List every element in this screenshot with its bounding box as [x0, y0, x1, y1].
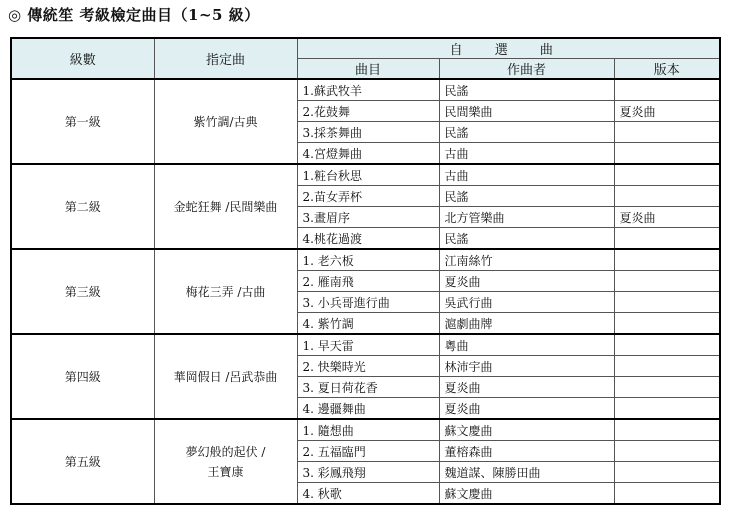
composer-cell: 蘇文慶曲 — [439, 419, 614, 441]
grade-level: 第三級 — [11, 249, 154, 334]
composer-cell: 夏炎曲 — [439, 398, 614, 420]
edition-cell: 夏炎曲 — [614, 101, 720, 122]
piece-cell: 4.桃花過渡 — [297, 228, 439, 250]
table-row — [11, 79, 720, 101]
piece-cell: 2.苗女弄杯 — [297, 186, 439, 207]
piece-cell: 4. 秋歌 — [297, 483, 439, 505]
piece-cell: 1.粧台秋思 — [297, 164, 439, 186]
composer-cell: 蘇文慶曲 — [439, 483, 614, 505]
edition-cell — [614, 377, 720, 398]
piece-cell: 3.畫眉序 — [297, 207, 439, 228]
assigned-piece: 華岡假日 /呂武恭曲 — [154, 334, 297, 419]
edition-cell — [614, 483, 720, 505]
piece-cell: 1. 老六板 — [297, 249, 439, 271]
composer-cell: 民謠 — [439, 186, 614, 207]
composer-cell: 江南絲竹 — [439, 249, 614, 271]
edition-cell — [614, 228, 720, 250]
piece-cell: 4.宮燈舞曲 — [297, 143, 439, 165]
piece-cell: 2.花鼓舞 — [297, 101, 439, 122]
edition-cell — [614, 79, 720, 101]
edition-cell: 夏炎曲 — [614, 207, 720, 228]
piece-cell: 2. 五福臨門 — [297, 441, 439, 462]
composer-cell: 北方管樂曲 — [439, 207, 614, 228]
header-piece: 曲目 — [297, 59, 439, 80]
table-row — [11, 164, 720, 186]
edition-cell — [614, 334, 720, 356]
edition-cell — [614, 186, 720, 207]
composer-cell: 董榕森曲 — [439, 441, 614, 462]
header-level: 級數 — [11, 38, 154, 79]
composer-cell: 民謠 — [439, 79, 614, 101]
header-composer: 作曲者 — [439, 59, 614, 80]
table-row — [11, 334, 720, 356]
composer-cell: 吳武行曲 — [439, 292, 614, 313]
piece-cell: 2. 快樂時光 — [297, 356, 439, 377]
composer-cell: 民謠 — [439, 122, 614, 143]
edition-cell — [614, 143, 720, 165]
page-title: ◎ 傳統笙 考級檢定曲目（1~5 級） — [8, 6, 260, 24]
grade-level: 第四級 — [11, 334, 154, 419]
assigned-piece: 紫竹調/古典 — [154, 79, 297, 164]
piece-cell: 3. 夏日荷花香 — [297, 377, 439, 398]
assigned-piece-line1: 夢幻般的起伏 / — [185, 444, 266, 459]
piece-cell: 2. 雁南飛 — [297, 271, 439, 292]
piece-cell: 3. 彩鳳飛翔 — [297, 462, 439, 483]
edition-cell — [614, 249, 720, 271]
table-row — [11, 249, 720, 271]
table-row — [11, 419, 720, 441]
piece-cell: 1. 隨想曲 — [297, 419, 439, 441]
edition-cell — [614, 164, 720, 186]
edition-cell — [614, 292, 720, 313]
edition-cell — [614, 356, 720, 377]
composer-cell: 滬劇曲牌 — [439, 313, 614, 335]
piece-cell: 1. 早天雷 — [297, 334, 439, 356]
edition-cell — [614, 398, 720, 420]
composer-cell: 古曲 — [439, 164, 614, 186]
composer-cell: 粵曲 — [439, 334, 614, 356]
composer-cell: 魏道謀、陳勝田曲 — [439, 462, 614, 483]
assigned-piece: 梅花三弄 /古曲 — [154, 249, 297, 334]
composer-cell: 民間樂曲 — [439, 101, 614, 122]
exam-repertoire-table — [10, 37, 721, 505]
assigned-piece: 金蛇狂舞 /民間樂曲 — [154, 164, 297, 249]
composer-cell: 夏炎曲 — [439, 271, 614, 292]
edition-cell — [614, 271, 720, 292]
grade-level: 第二級 — [11, 164, 154, 249]
piece-cell: 4. 邊疆舞曲 — [297, 398, 439, 420]
grade-level: 第一級 — [11, 79, 154, 164]
piece-cell: 3.採茶舞曲 — [297, 122, 439, 143]
piece-cell: 4. 紫竹調 — [297, 313, 439, 335]
header-elective: 自 選 曲 — [297, 38, 720, 59]
edition-cell — [614, 313, 720, 335]
edition-cell — [614, 462, 720, 483]
piece-cell: 1.蘇武牧羊 — [297, 79, 439, 101]
piece-cell: 3. 小兵哥進行曲 — [297, 292, 439, 313]
composer-cell: 民謠 — [439, 228, 614, 250]
composer-cell: 夏炎曲 — [439, 377, 614, 398]
header-assigned: 指定曲 — [154, 38, 297, 79]
edition-cell — [614, 122, 720, 143]
composer-cell: 林沛宇曲 — [439, 356, 614, 377]
edition-cell — [614, 419, 720, 441]
header-edition: 版本 — [614, 59, 720, 80]
assigned-piece — [154, 419, 297, 504]
assigned-piece-line2: 王寶康 — [207, 464, 244, 479]
composer-cell: 古曲 — [439, 143, 614, 165]
edition-cell — [614, 441, 720, 462]
grade-level: 第五級 — [11, 419, 154, 504]
